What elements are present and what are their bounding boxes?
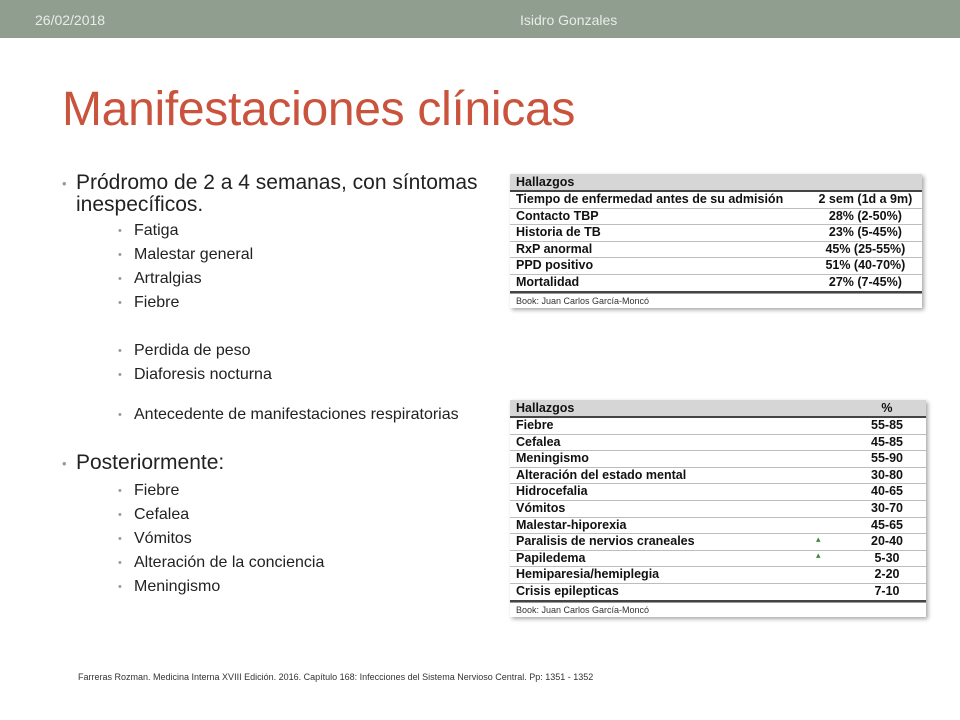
- table-header: Hallazgos: [510, 174, 922, 191]
- table-hallazgos-generales: [510, 174, 922, 308]
- slide-author: Isidro Gonzales: [520, 12, 618, 28]
- sub-bullet: • Alteración de la conciencia: [114, 554, 502, 572]
- sub-bullet: • Fiebre: [114, 294, 502, 312]
- table-row: Cefalea 45-85: [510, 434, 926, 451]
- sub-bullet: • Cefalea: [114, 506, 502, 524]
- table-row: Historia de TB 23% (5-45%): [510, 225, 922, 242]
- table-source: Book: Juan Carlos García-Moncó: [510, 293, 922, 308]
- bullet-posteriormente: • Posteriormente:: [62, 452, 502, 474]
- table-row: Contacto TBP 28% (2-50%): [510, 208, 922, 225]
- table-header-value: %: [848, 400, 926, 417]
- sub-bullet: • Fiebre: [114, 482, 502, 500]
- table-row: Tiempo de enfermedad antes de su admisión 2 sem (1d a 9m): [510, 191, 922, 208]
- bullet-list: [62, 172, 502, 596]
- table-row: RxP anormal 45% (25-55%): [510, 241, 922, 258]
- table-row: PPD positivo 51% (40-70%): [510, 258, 922, 275]
- sub-bullet: • Perdida de peso: [114, 342, 502, 360]
- sub-bullet: • Malestar general: [114, 246, 502, 264]
- table-hallazgos-porcentaje: [510, 400, 926, 617]
- slide-title: Manifestaciones clínicas: [62, 83, 576, 136]
- table-row: Alteración del estado mental 30-80: [510, 467, 926, 484]
- table-header-label: Hallazgos: [510, 400, 848, 417]
- artifact-mark: ▴: [816, 534, 821, 544]
- table-row: Malestar-hiporexia 45-65: [510, 517, 926, 534]
- table-row: Papiledema 5-30: [510, 550, 926, 567]
- sub-bullet: • Antecedente de manifestaciones respiratorias: [114, 406, 464, 424]
- sub-bullet: • Diaforesis nocturna: [114, 366, 502, 384]
- bullet-prodromo: • Pródromo de 2 a 4 semanas, con síntomas inespecíficos.: [62, 172, 502, 216]
- sub-bullet: • Meningismo: [114, 578, 502, 596]
- table-row: Fiebre 55-85: [510, 417, 926, 434]
- table-row: Mortalidad 27% (7-45%): [510, 274, 922, 291]
- slide-header-bar: [0, 0, 960, 38]
- artifact-mark: ▴: [816, 550, 821, 560]
- table-row: Paralisis de nervios craneales 20-40: [510, 534, 926, 551]
- table-row: Crisis epilepticas 7-10: [510, 583, 926, 600]
- sub-bullet: • Artralgias: [114, 270, 502, 288]
- table-row: Hidrocefalia 40-65: [510, 484, 926, 501]
- table-row: Vómitos 30-70: [510, 500, 926, 517]
- sub-bullet: • Fatiga: [114, 222, 502, 240]
- table-source: Book: Juan Carlos García-Moncó: [510, 602, 926, 617]
- table-row: Meningismo 55-90: [510, 451, 926, 468]
- table-row: Hemiparesia/hemiplegia 2-20: [510, 567, 926, 584]
- sub-bullet: • Vómitos: [114, 530, 502, 548]
- footnote-citation: Farreras Rozman. Medicina Interna XVIII Edición. 2016. Capítulo 168: Infecciones del Sistema Nervioso Central. Pp: 1351 - 1352: [78, 672, 594, 682]
- slide-date: 26/02/2018: [35, 12, 106, 28]
